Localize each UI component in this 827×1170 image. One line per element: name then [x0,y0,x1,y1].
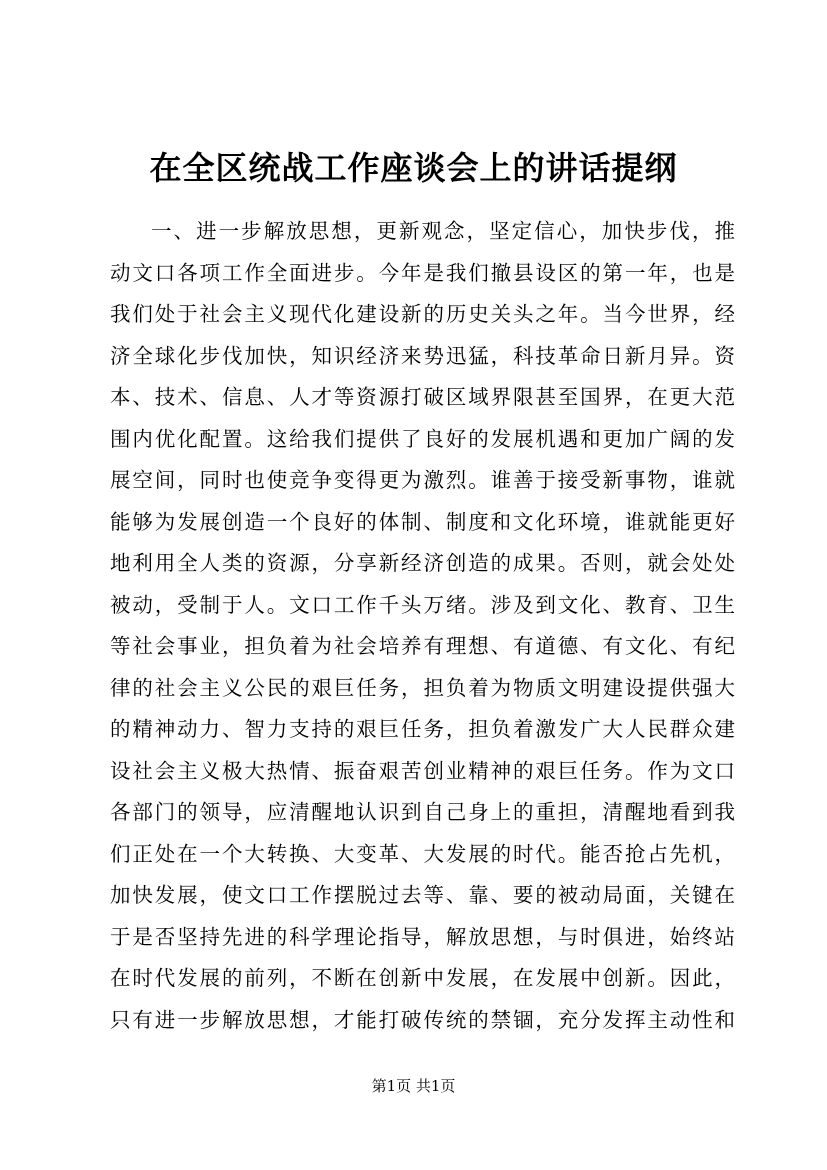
document-title: 在全区统战工作座谈会上的讲话提纲 [149,149,678,187]
body-line: 设社会主义极大热情、振奋艰苦创业精神的艰巨任务。作为文口 [110,758,735,783]
body-line: 我们处于社会主义现代化建设新的历史关头之年。当今世界，经 [110,302,735,326]
body-line: 被动，受制于人。文口工作千头万绪。涉及到文化、教育、卫生 [110,592,735,617]
body-line: 地利用全人类的资源，分享新经济创造的成果。否则，就会处处 [110,551,735,575]
document-body [110,211,735,1041]
body-line: 的精神动力、智力支持的艰巨任务，担负着激发广大人民群众建 [110,717,735,741]
body-line: 们正处在一个大转换、大变革、大发展的时代。能否抢占先机， [110,841,735,866]
body-line: 围内优化配置。这给我们提供了良好的发展机遇和更加广阔的发 [110,426,735,451]
body-line: 一、进一步解放思想，更新观念，坚定信心，加快步伐，推 [151,219,735,243]
page-footer: 第1页 共1页 [371,1077,456,1095]
body-line: 只有进一步解放思想，才能打破传统的禁锢，充分发挥主动性和 [110,1007,735,1032]
body-line: 动文口各项工作全面进步。今年是我们撤县设区的第一年，也是 [110,260,735,285]
body-line: 本、技术、信息、人才等资源打破区域界限甚至国界，在更大范 [110,385,735,409]
body-line: 展空间，同时也使竞争变得更为激烈。谁善于接受新事物，谁就 [110,468,735,492]
body-line: 于是否坚持先进的科学理论指导，解放思想，与时俱进，始终站 [110,924,735,949]
body-line: 加快发展，使文口工作摆脱过去等、靠、要的被动局面，关键在 [110,883,735,907]
body-line: 能够为发展创造一个良好的体制、制度和文化环境，谁就能更好 [110,509,735,534]
body-line: 等社会事业，担负着为社会培养有理想、有道德、有文化、有纪 [110,634,735,658]
body-line: 律的社会主义公民的艰巨任务，担负着为物质文明建设提供强大 [110,675,735,700]
body-line: 济全球化步伐加快，知识经济来势迅猛，科技革命日新月异。资 [110,343,735,368]
body-line: 在时代发展的前列，不断在创新中发展，在发展中创新。因此， [110,966,735,990]
body-line: 各部门的领导，应清醒地认识到自己身上的重担，清醒地看到我 [110,800,735,824]
